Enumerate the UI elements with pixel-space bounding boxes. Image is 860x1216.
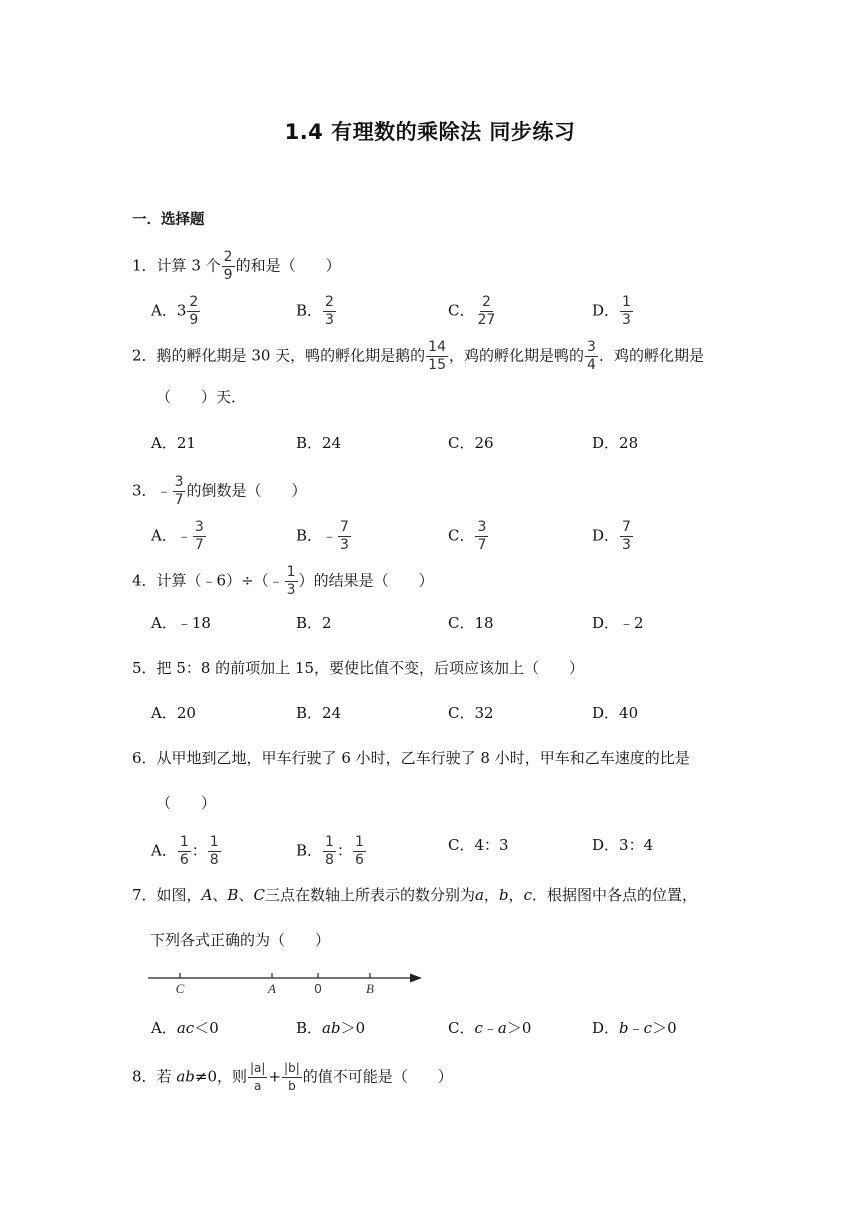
option-c[interactable]: C．c﹣a＞0 [448, 1019, 532, 1037]
option-d[interactable]: D．28 [592, 434, 639, 452]
option-c[interactable]: C．26 [448, 434, 494, 452]
axis-arrow [410, 974, 422, 983]
option-b[interactable]: B． $\frac{2}{3}$ [296, 294, 334, 328]
question-8: 8．若 ab≠0，则 $\frac{|a|}{a}$ + $\frac{|b|}{b}$ 的值不可能是（ ） [132, 1061, 453, 1093]
option-c[interactable]: C．18 [448, 614, 494, 632]
question-7: 7．如图，A、B、C三点在数轴上所表示的数分别为a，b，c．根据图中各点的位置， [132, 886, 697, 904]
option-d[interactable]: D．3：4 [592, 836, 654, 854]
fraction: $\frac{2}{9}$ [223, 249, 233, 283]
option-d[interactable]: D． $\frac{1}{3}$ [592, 294, 631, 328]
option-a[interactable]: A．ac＜0 [151, 1019, 219, 1037]
question-text: 计算 3 个 [156, 256, 221, 275]
option-b[interactable]: B．2 [296, 614, 332, 632]
number-line-figure [148, 965, 428, 1005]
question-3: 3．﹣ $\frac{3}{7}$ 的倒数是（ ） [132, 474, 307, 508]
option-b[interactable]: B． $\frac{1}{8}$ ： $\frac{1}{6}$ [296, 834, 364, 868]
question-2: 2．鹅的孵化期是 30 天，鸭的孵化期是鹅的 $\frac{14}{15}$ ，鸡的孵化期是鸭的 $\frac{3}{4}$ ．鸡的孵化期是 [132, 339, 704, 373]
option-d[interactable]: D．﹣2 [592, 614, 644, 632]
option-b[interactable]: B．24 [296, 704, 342, 722]
option-c[interactable]: C．4：3 [448, 836, 509, 854]
option-b[interactable]: B．24 [296, 434, 342, 452]
option-d[interactable]: D． $\frac{7}{3}$ [592, 519, 631, 553]
option-d[interactable]: D．40 [592, 704, 639, 722]
question-2-line-2: （ ）天． [156, 388, 247, 406]
section-heading: 一．选择题 [132, 212, 205, 228]
question-text: 的和是（ ） [235, 256, 341, 275]
option-a[interactable]: A．20 [151, 704, 196, 722]
question-number: 1． [132, 256, 157, 275]
label-a: A [268, 981, 276, 996]
question-6-line-2: （ ） [156, 794, 217, 812]
option-c[interactable]: C． $\frac{3}{7}$ [448, 519, 487, 553]
option-c[interactable]: C．32 [448, 704, 494, 722]
question-4: 4．计算（﹣6）÷（﹣ $\frac{1}{3}$ ）的结果是（ ） [132, 564, 434, 598]
page-title: 1.4 有理数的乘除法 同步练习 [284, 120, 576, 144]
question-7-line-2: 下列各式正确的为（ ） [150, 931, 331, 949]
option-c[interactable]: C． $\frac{2}{27}$ [448, 294, 496, 328]
label-c: C [175, 981, 185, 996]
label-zero: 0 [314, 981, 322, 996]
option-b[interactable]: B．﹣ $\frac{7}{3}$ [296, 519, 349, 553]
question-1 [132, 250, 341, 283]
option-d[interactable]: D．b﹣c＞0 [592, 1019, 677, 1037]
option-a[interactable]: A．﹣ $\frac{3}{7}$ [151, 519, 204, 553]
option-a[interactable]: A．3 $\frac{2}{9}$ [151, 294, 199, 328]
question-5: 5．把 5：8 的前项加上 15，要使比值不变，后项应该加上（ ） [132, 659, 585, 677]
label-b: B [366, 981, 374, 996]
question-6: 6．从甲地到乙地，甲车行驶了 6 小时，乙车行驶了 8 小时，甲车和乙车速度的比是 [132, 749, 690, 767]
option-a[interactable]: A．21 [151, 434, 196, 452]
option-b[interactable]: B．ab＞0 [296, 1019, 366, 1037]
option-a[interactable]: A． $\frac{1}{6}$ ： $\frac{1}{8}$ [151, 834, 219, 868]
option-a[interactable]: A．﹣18 [151, 614, 211, 632]
